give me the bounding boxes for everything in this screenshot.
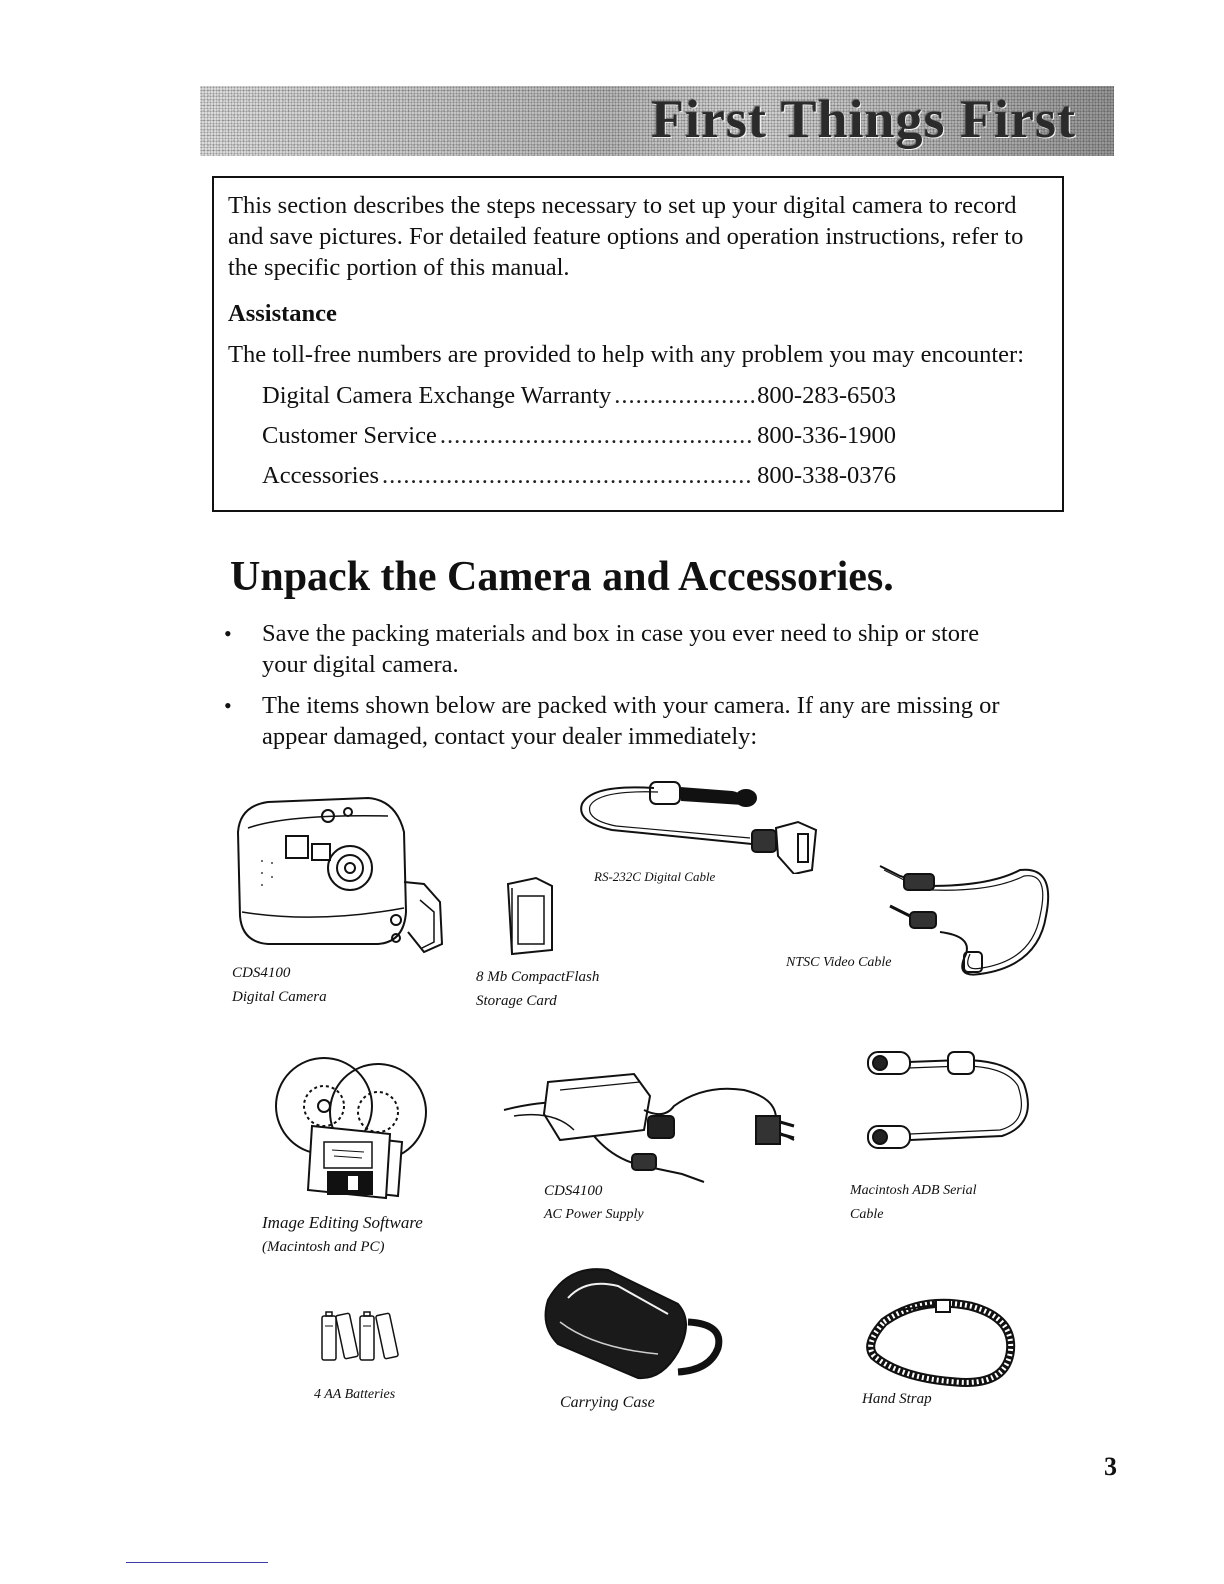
assistance-heading: Assistance xyxy=(228,300,337,327)
phone-row-accessories xyxy=(262,456,896,496)
software-discs-illustration xyxy=(272,1050,432,1200)
phone-list xyxy=(262,376,1048,496)
footer-rule xyxy=(126,1562,268,1563)
bullet-item: • Save the packing materials and box in case you ever need to ship or store your digital camera. xyxy=(222,618,1022,680)
page-number: 3 xyxy=(1104,1452,1117,1481)
camera-caption-line1: CDS4100 xyxy=(232,965,291,981)
dot-leader xyxy=(382,456,754,496)
phone-label: Accessories xyxy=(262,462,380,489)
case-caption: Carrying Case xyxy=(560,1394,655,1411)
software-caption-line1: Image Editing Software xyxy=(262,1213,423,1232)
software-caption-line2: (Macintosh and PC) xyxy=(262,1239,385,1255)
carrying-case-illustration xyxy=(538,1264,728,1386)
section-title: Unpack the Camera and Accessories. xyxy=(230,554,894,600)
assistance-intro: The toll-free numbers are provided to help with any problem you may encounter: xyxy=(228,341,1024,368)
adb-serial-cable-illustration xyxy=(862,1044,1042,1164)
unpack-bullets xyxy=(222,618,1022,762)
batteries-caption: 4 AA Batteries xyxy=(314,1387,396,1402)
phone-number: 800-338-0376 xyxy=(757,462,896,489)
adb-caption-line1: Macintosh ADB Serial xyxy=(850,1183,977,1198)
phone-number: 800-283-6503 xyxy=(757,382,896,409)
camera-caption-line2: Digital Camera xyxy=(232,989,327,1005)
phone-number: 800-336-1900 xyxy=(757,422,896,449)
rs232-caption: RS-232C Digital Cable xyxy=(594,869,716,884)
hand-strap-illustration xyxy=(860,1292,1020,1390)
strap-caption: Hand Strap xyxy=(862,1391,932,1407)
power-caption-line2: AC Power Supply xyxy=(544,1207,644,1222)
assistance-box xyxy=(212,176,1064,512)
intro-paragraph: This section describes the steps necessary to set up your digital camera to record and save pictures. For detailed feature options and operation instructions, refer to the specific portion of this manual. xyxy=(228,192,1024,281)
card-caption-line2: Storage Card xyxy=(476,993,557,1009)
adb-caption-line2: Cable xyxy=(850,1207,884,1222)
section-banner xyxy=(200,86,1114,156)
card-caption-line1: 8 Mb CompactFlash xyxy=(476,969,600,985)
dot-leader xyxy=(614,376,754,416)
power-caption-line1: CDS4100 xyxy=(544,1183,603,1199)
phone-row-warranty xyxy=(262,376,896,416)
phone-row-customer-service xyxy=(262,416,896,456)
bullet-item: • The items shown below are packed with your camera. If any are missing or appear damaged, contact your dealer immediately: xyxy=(222,690,1022,752)
banner-title: First Things First xyxy=(650,89,1076,149)
storage-card-illustration xyxy=(500,876,560,958)
phone-label: Customer Service xyxy=(262,422,437,449)
ntsc-video-cable-illustration xyxy=(870,856,1060,996)
ntsc-caption: NTSC Video Cable xyxy=(786,955,892,970)
aa-batteries-illustration xyxy=(318,1306,404,1366)
phone-label: Digital Camera Exchange Warranty xyxy=(262,382,612,409)
ac-power-supply-illustration xyxy=(494,1070,814,1186)
rs232c-cable-illustration xyxy=(572,774,832,874)
digital-camera-illustration xyxy=(228,792,458,962)
dot-leader xyxy=(440,416,754,456)
